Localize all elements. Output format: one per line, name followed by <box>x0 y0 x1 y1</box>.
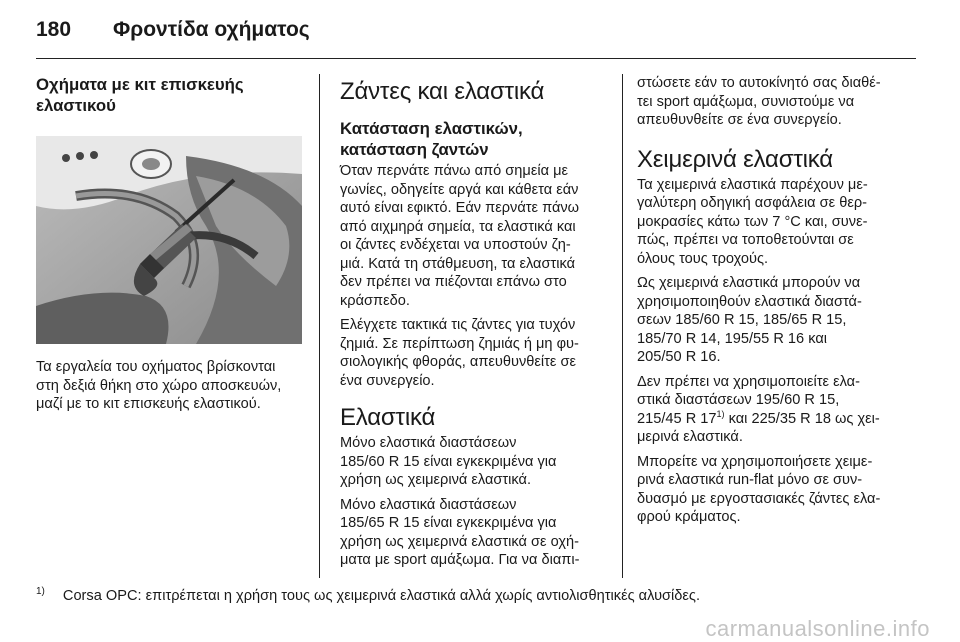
column-2 <box>340 74 604 576</box>
paragraph-forbidden-sizes: Δεν πρέπει να χρησιμοποιείτε ελα- στικά διαστάσεων 195/60 R 15, 215/45 R 17$^{1)}$ και 225/35 R 18 ως χει- μερινά ελαστικά. <box>637 373 880 445</box>
footnote-reference: 1) <box>716 408 725 419</box>
footnote <box>36 588 700 604</box>
paragraph-tyre-size-185-65: Μόνο ελαστικά διαστάσεων 185/65 R 15 είναι εγκεκριμένα για χρήση ως χειμερινά ελαστικά σε οχή- ματα με sport αμάξωμα. Για να διαπι- <box>340 496 580 568</box>
winter-tyres-heading: Χειμερινά ελαστικά <box>637 145 833 173</box>
paragraph-check-wheels: Ελέγχετε τακτικά τις ζάντες για τυχόν ζημιά. Σε περίπτωση ζημιάς ή μη φυ- σιολογικής φθοράς, απευθυνθείτε σε ένα συνεργείο. <box>340 317 579 389</box>
footnote-marker: 1) <box>36 586 45 598</box>
paragraph-driving-over-edges: Όταν περνάτε πάνω από σημεία με γωνίες, οδηγείτε αργά και κάθετα εάν αυτό είναι εφικτό. Εάν περνάτε πάνω από αιχμηρά σημεία, τα ελαστικά και οι ζάντες ενδέχεται να υποστούν ζη- μιά. Κατά τη στάθμευση, τα ελαστικά δεν πρέπει να πιέζονται επάνω στο κράσπεδο. <box>340 163 580 309</box>
luggage-compartment-tools-photo <box>36 136 302 344</box>
paragraph-winter-tyre-sizes: Ως χειμερινά ελαστικά μπορούν να χρησιμοποιηθούν ελαστικά διαστά- σεων 185/60 R 15, 185/65 R 15, 185/70 R 14, 195/55 R 16 και 205/50 R 16. <box>637 275 862 365</box>
header-rule <box>36 58 916 59</box>
page-number: 180 <box>36 18 72 41</box>
tyre-repair-kit-heading: Οχήματα με κιτ επισκευής ελαστικού <box>36 75 244 115</box>
wheels-and-tyres-title: Ζάντες και ελαστικά <box>340 78 545 105</box>
tyre-condition-heading: Κατάσταση ελαστικών, κατάσταση ζαντών <box>340 119 523 159</box>
column-3 <box>637 74 919 533</box>
watermark: carmanualsonline.info <box>705 616 930 641</box>
column-divider-1 <box>319 74 320 578</box>
paragraph-run-flat: Μπορείτε να χρησιμοποιήσετε χειμε- ρινά ελαστικά run-flat μόνο σε συν- δυασμό με εργοστασιακές ζάντες ελα- φρού κράματος. <box>637 453 881 525</box>
running-title: Φροντίδα οχήματος <box>113 18 310 41</box>
column-divider-2 <box>622 74 623 578</box>
screwdriver-illustration <box>36 136 302 344</box>
figure-caption: Τα εργαλεία του οχήματος βρίσκονται στη δεξιά θήκη στο χώρο αποσκευών, μαζί με το κιτ επισκευής ελαστικού. <box>36 359 282 412</box>
paragraph-continuation: στώσετε εάν το αυτοκίνητό σας διαθέ- τει sport αμάξωμα, συνιστούμε να απευθυνθείτε σε ένα συνεργείο. <box>637 75 881 128</box>
column-1 <box>36 74 308 420</box>
paragraph-winter-tyres-safety: Τα χειμερινά ελαστικά παρέχουν με- γαλύτερη οδηγική ασφάλεια σε θερ- μοκρασίες κάτω των 7 °C και, συνε- πώς, πρέπει να τοποθετούνται σε όλους τους τροχούς. <box>637 176 868 267</box>
paragraph-tyre-size-185-60: Μόνο ελαστικά διαστάσεων 185/60 R 15 είναι εγκεκριμένα για χρήση ως χειμερινά ελαστικά. <box>340 435 557 488</box>
tyres-heading: Ελαστικά <box>340 404 436 431</box>
footnote-text: Corsa OPC: επιτρέπεται η χρήση τους ως χειμερινά ελαστικά αλλά χωρίς αντιολισθητικές αλυσίδες. <box>62 588 701 604</box>
